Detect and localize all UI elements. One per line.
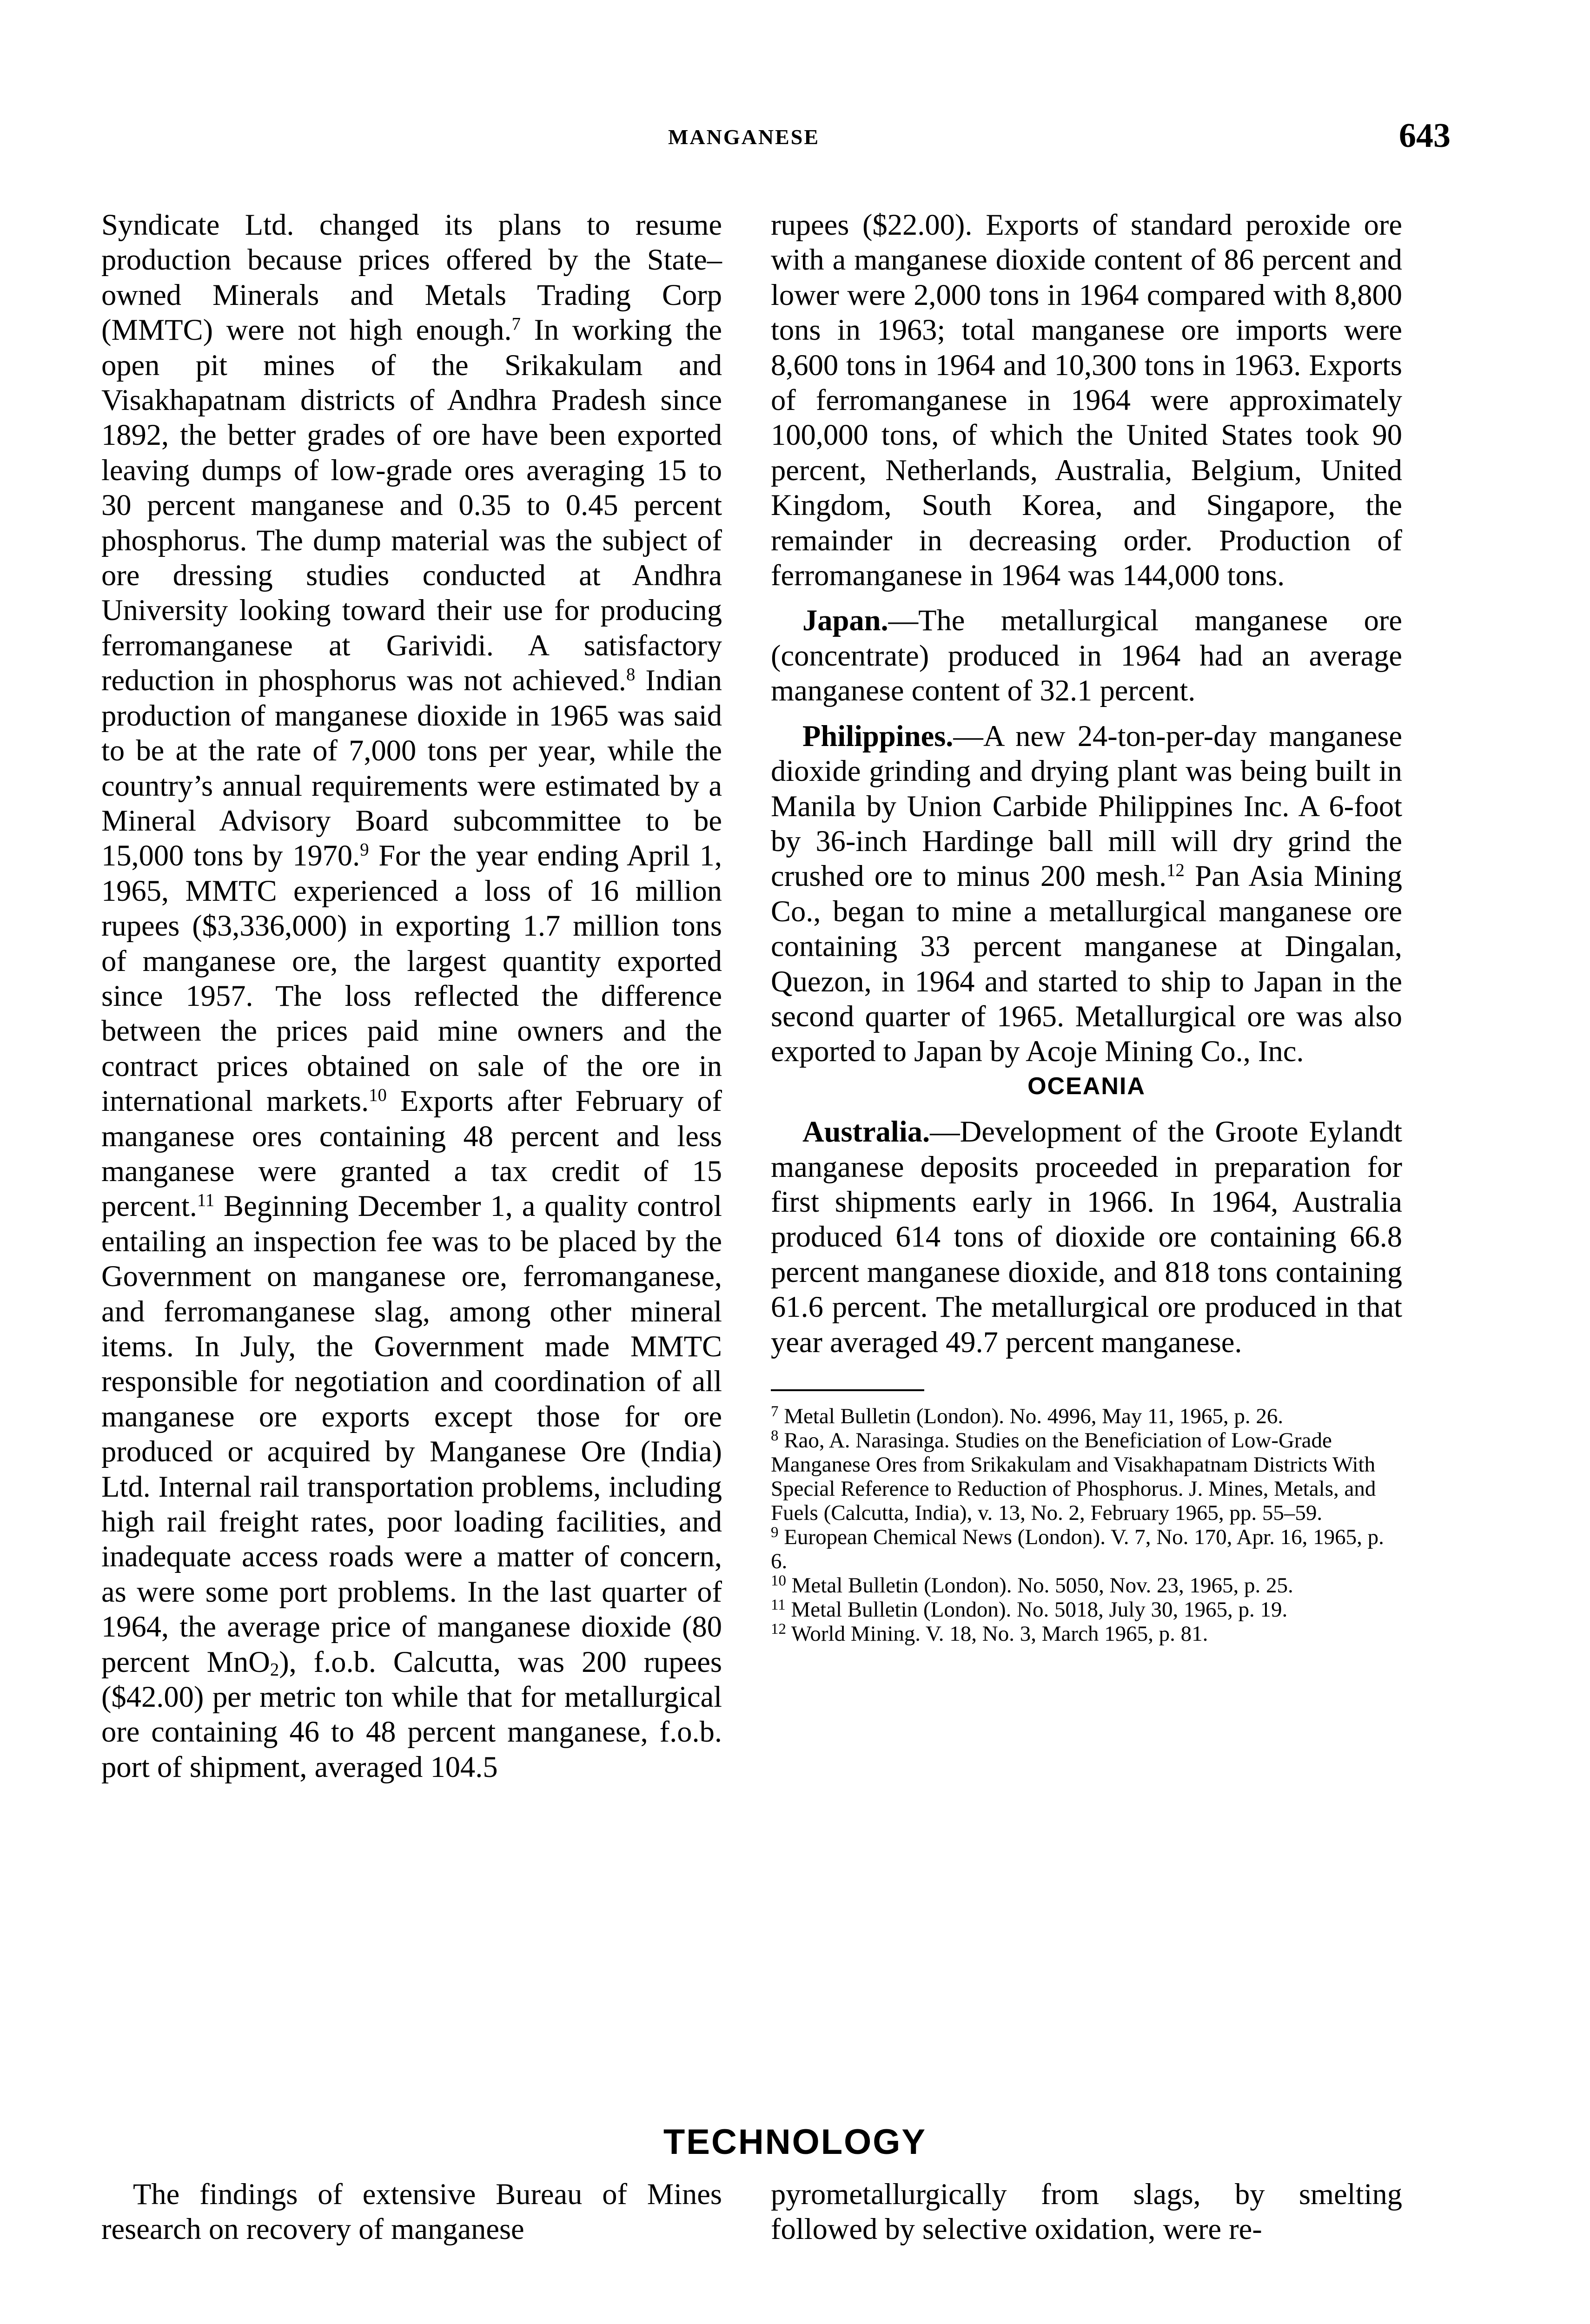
- left-column: [101, 207, 722, 1784]
- technology-heading: TECHNOLOGY: [663, 2122, 927, 2162]
- footnote-text: Metal Bulletin (London). No. 5050, Nov. 23, 1965, p. 25.: [791, 1573, 1293, 1598]
- text-run: —Development of the Groote Eylandt manganese deposits proceeded in preparation for first shipments early in 1966. In 1964, Australia produced 614 tons of dioxide ore containing 66.8 percent manganese dioxide, and 818 tons containing 61.6 percent. The metallurgical ore produced in that year averaged 49.7 percent manganese.: [771, 1115, 1402, 1359]
- footnote-text: Rao, A. Narasinga. Studies on the Beneficiation of Low-Grade Manganese Ores from Srikakulam and Visakhapatnam Districts With Special Reference to Reduction of Phosphorus. J. Mines, Metals, and Fuels (Calcutta, India), v. 13, No. 2, February 1965, pp. 55–59.: [771, 1428, 1376, 1525]
- subscript: 2: [270, 1660, 279, 1680]
- text-run: —The metallurgical manganese ore (concentrate) produced in 1964 had an average manganese content of 32.1 percent.: [771, 604, 1402, 707]
- footnote-ref: 7: [511, 314, 521, 334]
- footnote-ref: 9: [360, 840, 369, 860]
- oceania-heading: OCEANIA: [1027, 1072, 1146, 1100]
- right-column: [771, 207, 1402, 1646]
- footnote: [771, 1525, 1402, 1573]
- running-header-title: MANGANESE: [668, 125, 820, 149]
- footnote-ref: 12: [1166, 861, 1185, 881]
- right-column-paragraph: rupees ($22.00). Exports of standard peroxide ore with a manganese dioxide content of 86 percent and lower were 2,000 tons in 1964 compared with 8,800 tons in 1963; total manganese ore imports were 8,600 tons in 1964 and 10,300 tons in 1963. Exports of ferromanganese in 1964 were approximately 100,000 tons, of which the United States took 90 percent, Netherlands, Australia, Belgium, United Kingdom, South Korea, and Singapore, the remainder in decreasing order. Production of ferromanganese in 1964 was 144,000 tons.: [771, 208, 1402, 592]
- footnote-number: 8: [771, 1427, 779, 1445]
- page-number: 643: [1399, 117, 1451, 155]
- japan-paragraph: [771, 603, 1402, 708]
- australia-heading: Australia.: [802, 1115, 930, 1149]
- footnote-ref: 11: [197, 1191, 215, 1211]
- australia-paragraph: [771, 1114, 1402, 1360]
- text-run: Indian production of manganese dioxide in 1965 was said to be at the rate of 7,000 tons per year, while the country’s annual requirements were estimated by a Mineral Advisory Board subcommittee to be 15,000 tons by 1970.: [101, 664, 722, 872]
- footnote-text: World Mining. V. 18, No. 3, March 1965, p. 81.: [791, 1622, 1208, 1646]
- footnote-number: 9: [771, 1524, 779, 1541]
- footnote-number: 11: [771, 1597, 786, 1614]
- footnote: [771, 1404, 1402, 1428]
- text-run: For the year ending April 1, 1965, MMTC experienced a loss of 16 million rupees ($3,336,000) in exporting 1.7 million tons of manganese ore, the largest quantity exported since 1957. The loss reflected the difference between the prices paid mine owners and the contract prices obtained on sale of the ore in international markets.: [101, 839, 722, 1118]
- footnote: [771, 1428, 1402, 1525]
- footnote: [771, 1622, 1402, 1646]
- footnote-number: 10: [771, 1572, 786, 1590]
- footnote-ref: 10: [369, 1085, 387, 1105]
- footnote-number: 12: [771, 1621, 786, 1638]
- text-run: Beginning December 1, a quality control entailing an inspection fee was to be placed by the Government on manganese ore, ferromanganese, and ferromanganese slag, among other mineral items. In July, the Government made MMTC responsible for negotiation and coordination of all manganese ore exports except those for ore produced or acquired by Manganese Ore (India) Ltd. Internal rail transportation problems, including high rail freight rates, poor loading facilities, and inadequate access roads were a matter of concern, as were some port problems. In the last quarter of 1964, the average price of manganese dioxide (80 percent MnO: [101, 1189, 722, 1678]
- footnote: [771, 1598, 1402, 1622]
- footnote-divider: [771, 1389, 924, 1391]
- technology-right-text: pyrometallurgically from slags, by smelting followed by selective oxidation, were re-: [771, 2178, 1402, 2246]
- technology-left-text: The findings of extensive Bureau of Mines research on recovery of manganese: [101, 2178, 722, 2246]
- footnote-text: European Chemical News (London). V. 7, No. 170, Apr. 16, 1965, p. 6.: [771, 1525, 1384, 1573]
- footnote: [771, 1573, 1402, 1598]
- footnote-text: Metal Bulletin (London). No. 5018, July 30, 1965, p. 19.: [791, 1598, 1288, 1622]
- text-run: Pan Asia Mining Co., began to mine a metallurgical manganese ore containing 33 percent manganese at Dingalan, Quezon, in 1964 and started to ship to Japan in the second quarter of 1965. Metallurgical ore was also exported to Japan by Acoje Mining Co., Inc.: [771, 859, 1402, 1068]
- japan-heading: Japan.: [802, 604, 888, 637]
- text-run: ), f.o.b. Calcutta, was 200 rupees ($42.00) per metric ton while that for metallurgical ore containing 46 to 48 percent manganese, f.o.b. port of shipment, averaged 104.5: [101, 1645, 722, 1783]
- text-run: In working the open pit mines of the Srikakulam and Visakhapatnam districts of Andhra Pradesh since 1892, the better grades of ore have been exported leaving dumps of low-grade ores averaging 15 to 30 percent manganese and 0.35 to 0.45 percent phosphorus. The dump material was the subject of ore dressing studies conducted at Andhra University looking toward their use for producing ferromanganese at Garividi. A satisfactory reduction in phosphorus was not achieved.: [101, 313, 722, 697]
- footnote-ref: 8: [626, 665, 636, 685]
- footnote-text: Metal Bulletin (London). No. 4996, May 11, 1965, p. 26.: [784, 1404, 1284, 1428]
- text-run: —A new 24-ton-per-day manganese dioxide grinding and drying plant was being built in Manila by Union Carbide Philippines Inc. A 6-foot by 36-inch Hardinge ball mill will dry grind the crushed ore to minus 200 mesh.: [771, 719, 1402, 893]
- footnotes: [771, 1404, 1402, 1646]
- text-run: Exports after February of manganese ores containing 48 percent and less manganese were granted a tax credit of 15 percent.: [101, 1084, 722, 1223]
- philippines-heading: Philippines.: [802, 719, 954, 753]
- philippines-paragraph: [771, 719, 1402, 1069]
- footnote-number: 7: [771, 1403, 779, 1420]
- text-run: Syndicate Ltd. changed its plans to resume production because prices offered by the State–owned Minerals and Metals Trading Corp (MMTC) were not high enough.: [101, 208, 722, 347]
- left-column-paragraph: [101, 207, 722, 1784]
